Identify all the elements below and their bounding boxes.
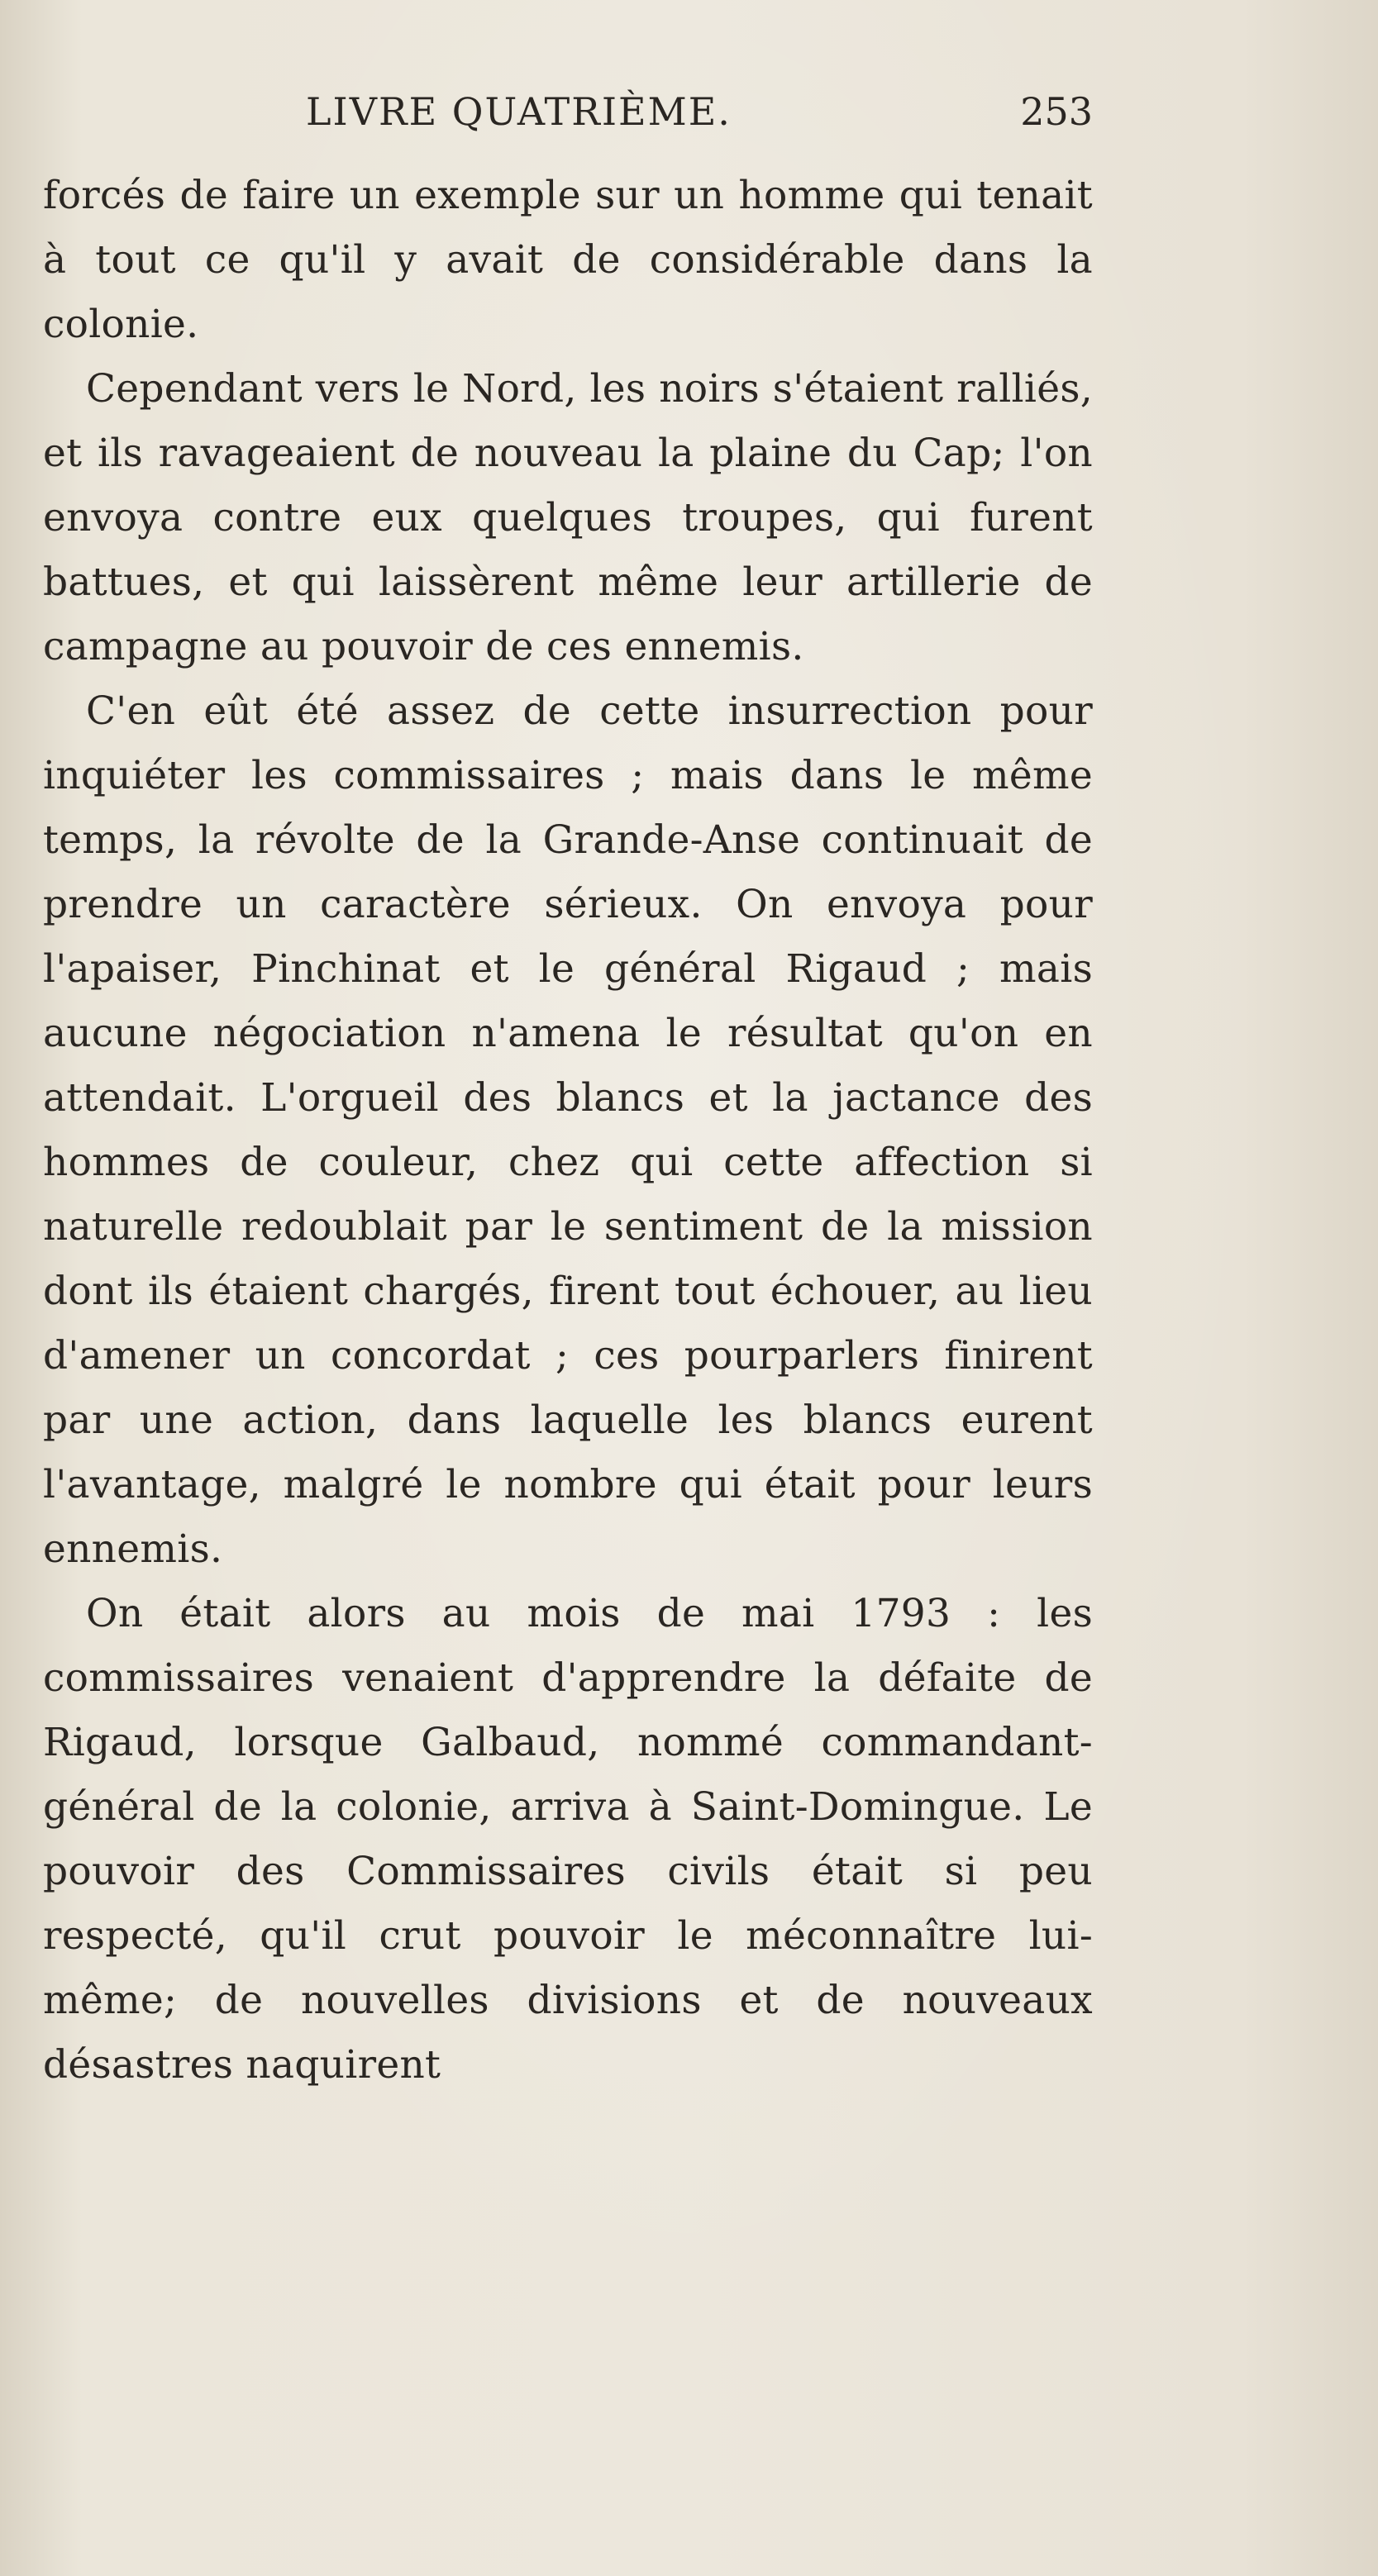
paragraph-continued: forcés de faire un exemple sur un homme qui tenait à tout ce qu'il y avait de considérable dans la colonie. (43, 173, 1093, 347)
page-header (0, 89, 1378, 147)
body-text (43, 164, 1093, 2097)
paragraph: Cependant vers le Nord, les noirs s'étaient ralliés, et ils ravageaient de nouveau la plaine du Cap; l'on envoya contre eux quelques troupes, qui furent battues, et qui laissèrent même leur artillerie de campagne au pouvoir de ces ennemis. (43, 366, 1093, 669)
running-title: LIVRE QUATRIÈME. (306, 89, 732, 134)
paragraph: C'en eût été assez de cette insurrection pour inquiéter les commissaires ; mais dans le même temps, la révolte de la Grande-Anse continuait de prendre un caractère sérieux. On envoya pour l'apaiser, Pinchinat et le général Rigaud ; mais aucune négociation n'amena le résultat qu'on en attendait. L'orgueil des blancs et la jactance des hommes de couleur, chez qui cette affection si naturelle redoublait par le sentiment de la mission dont ils étaient chargés, firent tout échouer, au lieu d'amener un concordat ; ces pourparlers finirent par une action, dans laquelle les blancs eurent l'avantage, malgré le nombre qui était pour leurs ennemis. (43, 688, 1093, 1572)
paragraph: On était alors au mois de mai 1793 : les commissaires venaient d'apprendre la défaite de Rigaud, lorsque Galbaud, nommé commandant-général de la colonie, arriva à Saint-Domingue. Le pouvoir des Commissaires civils était si peu respecté, qu'il crut pouvoir le méconnaître lui-même; de nouvelles divisions et de nouveaux désastres naquirent (43, 1591, 1093, 2088)
page-number: 253 (1020, 89, 1093, 134)
